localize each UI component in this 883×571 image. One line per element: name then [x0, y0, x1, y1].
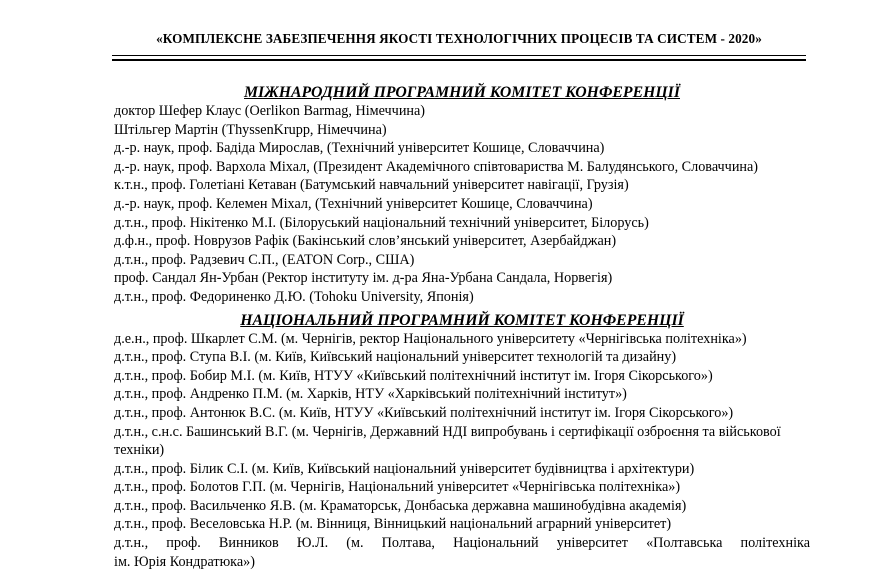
committee-member: д.т.н., проф. Болотов Г.П. (м. Чернігів, Національний університет «Чернігівська політехніка»)	[114, 479, 681, 496]
national-committee-title: НАЦІОНАЛЬНИЙ ПРОГРАМНИЙ КОМІТЕТ КОНФЕРЕНЦІЇ	[240, 311, 684, 329]
committee-member: д.ф.н., проф. Новрузов Рафік (Бакінський слов’янський університет, Азербайджан)	[114, 233, 617, 250]
committee-member: к.т.н., проф. Голетіані Кетаван (Батумський навчальний університет навігації, Грузія)	[114, 177, 629, 194]
committee-member: д.т.н., проф. Андренко П.М. (м. Харків, НТУ «Харківський політехнічний інститут»)	[114, 386, 627, 403]
committee-member: д.т.н., проф. Бобир М.І. (м. Київ, НТУУ «Київський політехнічний інститут ім. Ігоря Сікорського»)	[114, 367, 713, 384]
committee-member: д.-р. наук, проф. Вархола Міхал, (Президент Академічного співтовариства М. Балудянського, Словаччина)	[114, 158, 759, 175]
committee-member: д.-р. наук, проф. Бадіда Мирослав, (Технічний університет Кошице, Словаччина)	[114, 140, 605, 157]
national-committee-list	[114, 330, 810, 571]
committee-member: Штільгер Мартін (ThyssenKrupp, Німеччина)	[114, 121, 387, 138]
committee-member: д.т.н., с.н.с. Башинський В.Г. (м. Чернігів, Державний НДІ випробувань і сертифікації озброєння та військової техніки)	[114, 423, 781, 459]
committee-member: д.т.н., проф. Антонюк В.С. (м. Київ, НТУУ «Київський політехнічний інститут ім. Ігоря Сікорського»)	[114, 404, 734, 421]
committee-member: д.т.н., проф. Ступа В.І. (м. Київ, Київський національний університет технологій та дизайну)	[114, 349, 677, 366]
committee-member: д.т.н., проф. Радзевич С.П., (EATON Corp., США)	[114, 251, 415, 268]
committee-member: д.-р. наук, проф. Келемен Міхал, (Технічний університет Кошице, Словаччина)	[114, 195, 593, 212]
committee-member: проф. Сандал Ян-Урбан (Ректор інституту ім. д-ра Яна-Урбана Сандала, Норвегія)	[114, 270, 613, 287]
international-committee-title: МІЖНАРОДНИЙ ПРОГРАМНИЙ КОМІТЕТ КОНФЕРЕНЦІЇ	[244, 84, 680, 101]
committee-member: д.т.н., проф. Білик С.І. (м. Київ, Київський національний університет будівництва і архітектури)	[114, 460, 695, 477]
committee-member: д.т.н., проф. Федориненко Д.Ю. (Tohoku University, Японія)	[114, 288, 474, 305]
committee-member: д.т.н., проф. Нікітенко М.І. (Білоруський національний технічний університет, Білорусь)	[114, 214, 649, 231]
committee-member-continuation: ім. Юрія Кондратюка»)	[114, 553, 255, 570]
committee-member: д.е.н., проф. Шкарлет С.М. (м. Чернігів, ректор Національного університету «Чернігівська політехніка»)	[114, 330, 747, 347]
committee-member: д.т.н., проф. Веселовська Н.Р. (м. Вінниця, Вінницький національний аграрний університет)	[114, 516, 672, 533]
committee-member: д.т.н., проф. Винников Ю.Л. (м. Полтава, Національний університет «Полтавська політехніка	[114, 535, 810, 552]
running-header: «КОМПЛЕКСНЕ ЗАБЕЗПЕЧЕННЯ ЯКОСТІ ТЕХНОЛОГІЧНИХ ПРОЦЕСІВ ТА СИСТЕМ - 2020»	[156, 31, 762, 46]
committee-member: д.т.н., проф. Васильченко Я.В. (м. Краматорськ, Донбаська державна машинобудівна академія)	[114, 497, 687, 514]
international-committee-list	[114, 102, 810, 307]
document-content	[114, 84, 810, 571]
header-rule-thin	[112, 55, 806, 56]
committee-member: доктор Шефер Клаус (Oerlikon Barmag, Німеччина)	[114, 103, 426, 119]
header-rule-thick	[112, 59, 806, 61]
